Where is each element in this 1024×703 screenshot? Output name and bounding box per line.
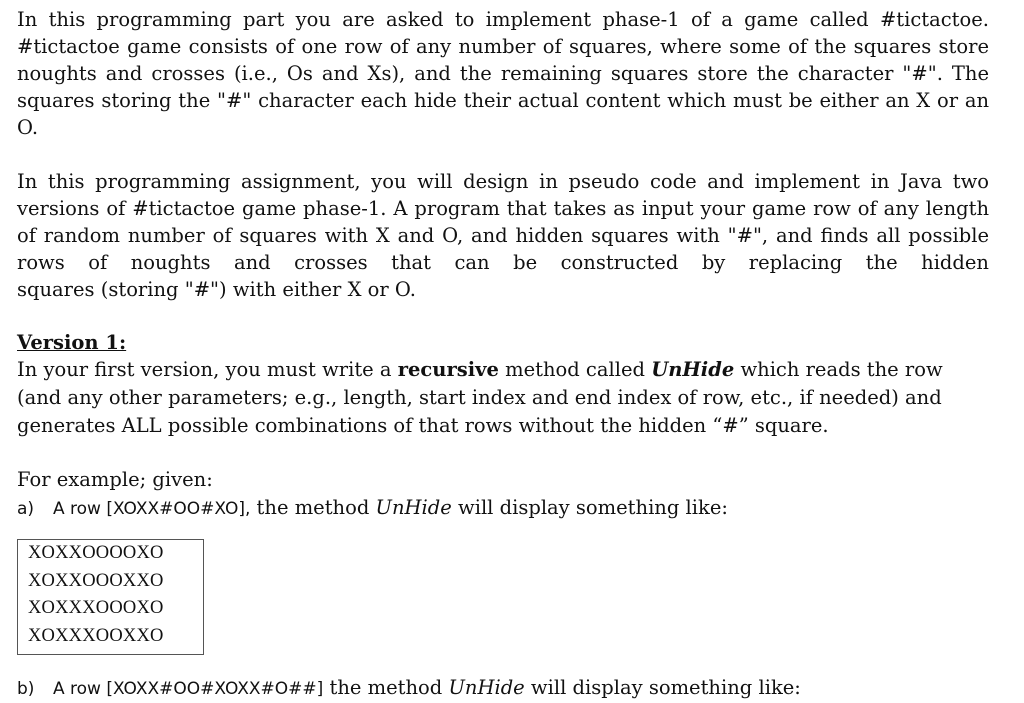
output-row: XOXXXOOXXO: [28, 625, 164, 646]
assignment-line: length of random number of squares with X and O, and hidden squares with "#", and finds: [17, 197, 990, 247]
assignment-paragraph: [17, 168, 989, 303]
item-marker: a): [17, 499, 35, 519]
intro-line: and crosses (i.e., Os and Xs), and the remaining squares store the character "#". The squares storing the: [17, 62, 990, 112]
item-text: the method: [250, 496, 376, 519]
example-row: A row [XOXX#OO#XO],: [53, 499, 251, 519]
example-row: A row [XOXX#OO#XOXX#O##]: [53, 679, 324, 699]
example-intro: For example; given:: [17, 468, 213, 491]
assignment-line: In this programming assignment, you will design in pseudo code and implement in Java two: [17, 170, 989, 193]
item-text: will display something like:: [524, 676, 801, 699]
recursive-keyword: recursive: [397, 358, 499, 381]
assignment-line: all possible rows of noughts and crosses that can be constructed by replacing the hidden: [17, 224, 989, 274]
description-text: method called: [498, 358, 652, 381]
output-row: XOXXXOOOXO: [28, 598, 164, 618]
document-body: [17, 6, 989, 703]
example-item-b: [17, 674, 989, 703]
intro-paragraph: [17, 6, 989, 141]
version-heading: Version 1:: [17, 331, 127, 354]
item-text: the method: [323, 676, 449, 699]
output-row: XOXXOOOOXO: [28, 543, 164, 563]
method-name: UnHide: [651, 358, 735, 381]
description-text: In your first version, you must write a: [17, 358, 398, 381]
method-name: UnHide: [448, 676, 525, 699]
output-box: [17, 539, 204, 655]
item-text: will display something like:: [451, 496, 728, 519]
description-text: which reads the row (and any other parameters; e.g., length, start index and end index of row, etc., if needed) and generates ALL possible combinations of that rows without the hidden “#” square.: [17, 358, 943, 437]
assignment-line: versions of #tictactoe game phase-1. A program that takes as input your game row of any: [17, 197, 919, 220]
assignment-line: squares (storing "#") with either X or O.: [17, 278, 416, 301]
intro-line: #tictactoe game consists of one row of any number of squares, where some of the squares store noughts: [17, 35, 989, 85]
method-name: UnHide: [375, 496, 452, 519]
item-marker: b): [17, 679, 35, 699]
version-description: [17, 356, 989, 440]
intro-line: In this programming part you are asked to implement phase-1 of a game called #tictactoe.: [17, 8, 989, 31]
example-item-a: [17, 494, 989, 523]
intro-line: "#" character each hide their actual content which must be either an X or an O.: [17, 89, 990, 139]
output-row: XOXXOOOXXO: [28, 570, 164, 591]
